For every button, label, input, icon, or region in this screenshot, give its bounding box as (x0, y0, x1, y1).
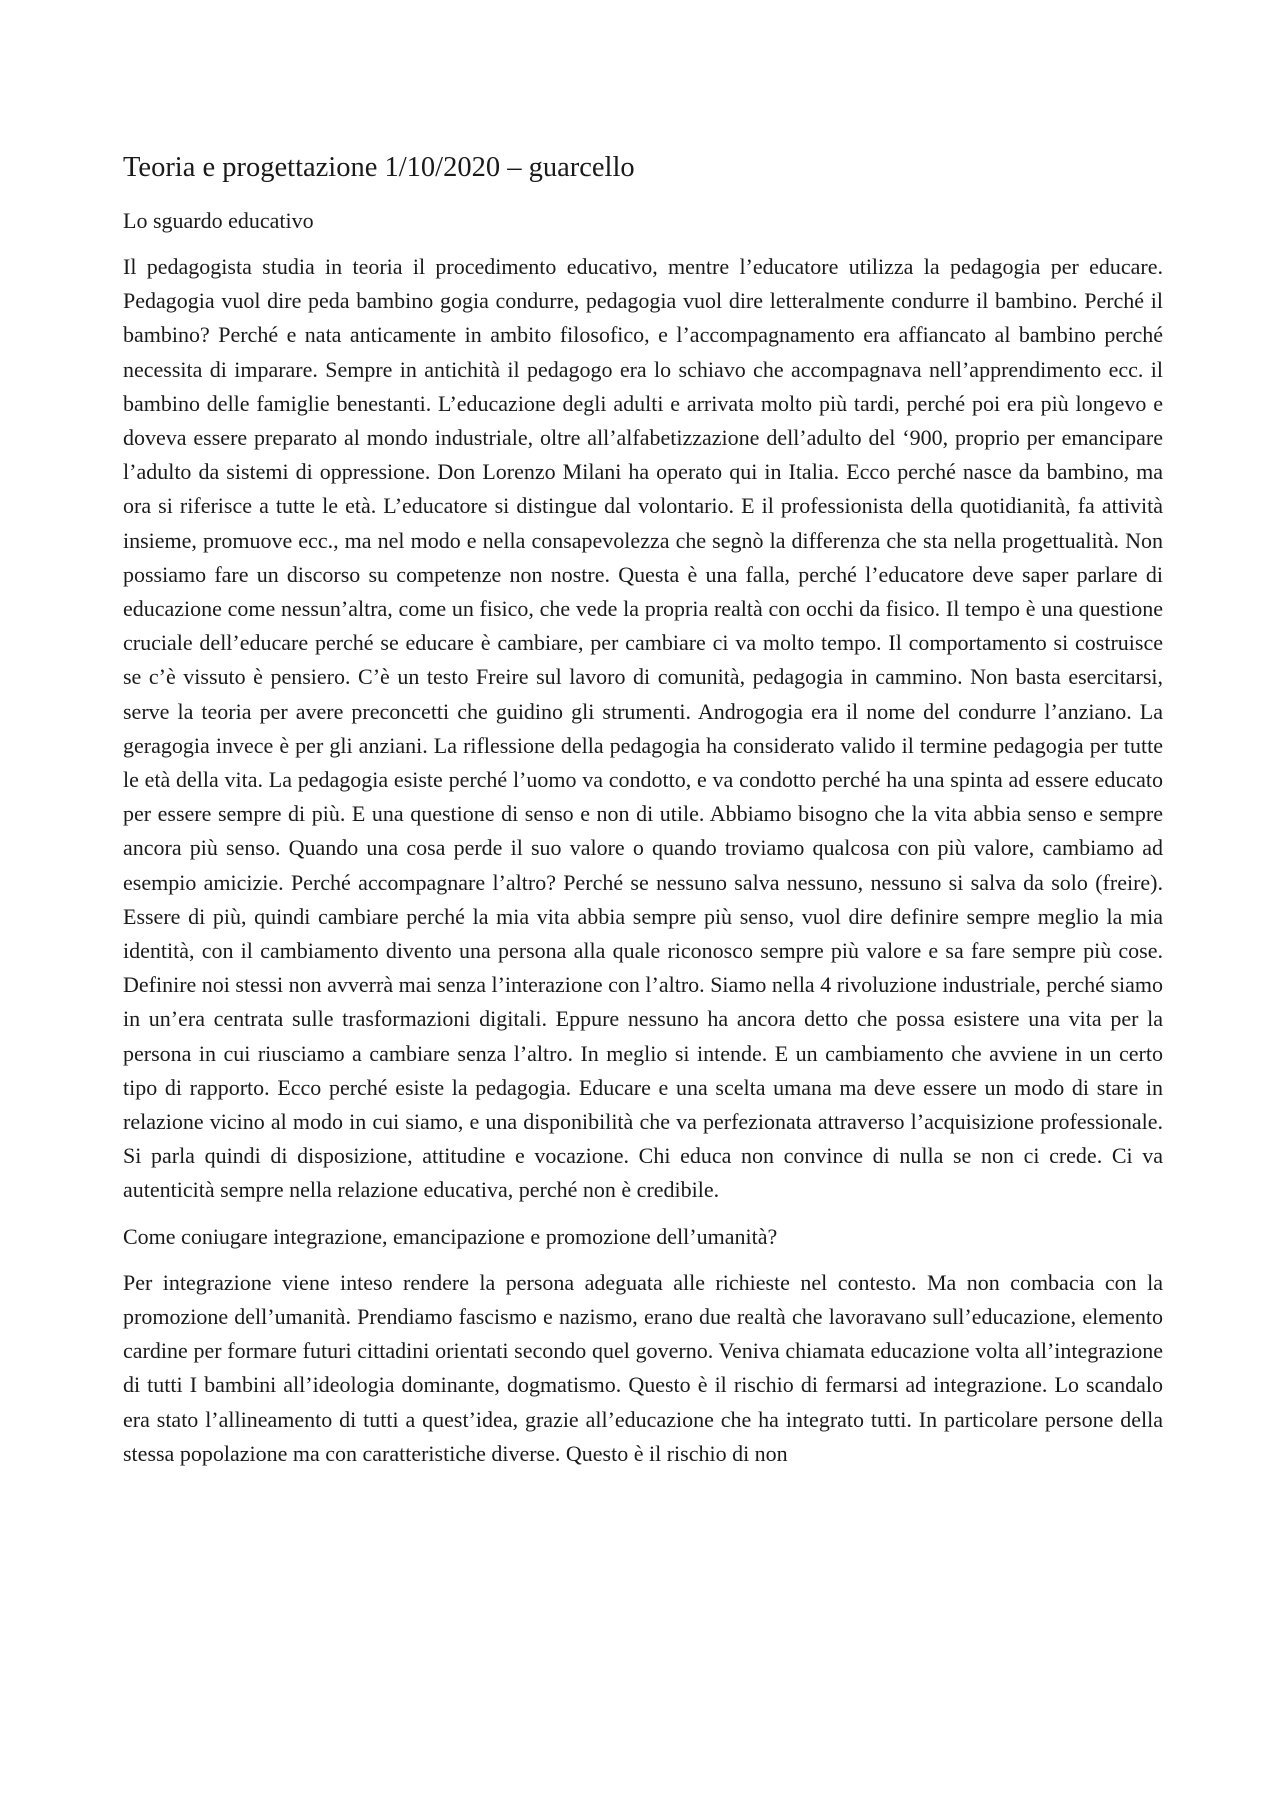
body-paragraph-2: Per integrazione viene inteso rendere la persona adeguata alle richieste nel contesto. Ma non combacia con la promozione dell’umanità. Prendiamo fascismo e nazismo, erano due realtà che lavoravano sull’educazione, elemento cardine per formare futuri cittadini orientati secondo quel governo. Veniva chiamata educazione volta all’integrazione di tutti I bambini all’ideologia dominante, dogmatismo. Questo è il rischio di fermarsi ad integrazione. Lo scandalo era stato l’allineamento di tutti a quest’idea, grazie all’educazione che ha integrato tutti. In particolare persone della stessa popolazione ma con caratteristiche diverse. Questo è il rischio di non (123, 1269, 1163, 1466)
document-title: Teoria e progettazione 1/10/2020 – guarcello (123, 152, 635, 183)
document-page (123, 150, 1163, 1471)
section-subtitle: Lo sguardo educativo (123, 208, 314, 233)
body-paragraph-1: Il pedagogista studia in teoria il procedimento educativo, mentre l’educatore utilizza la pedagogia per educare. Pedagogia vuol dire peda bambino gogia condurre, pedagogia vuol dire letteralmente condurre il bambino. Perché il bambino? Perché e nata anticamente in ambito filosofico, e l’accompagnamento era affiancato al bambino perché necessita di imparare. Sempre in antichità il pedagogo era lo schiavo che accompagnava nell’apprendimento ecc. il bambino delle famiglie benestanti. L’educazione degli adulti e arrivata molto più tardi, perché poi era più longevo e doveva essere preparato al mondo industriale, oltre all’alfabetizzazione dell’adulto del ‘900, proprio per emancipare l’adulto da sistemi di oppressione. Don Lorenzo Milani ha operato qui in Italia. Ecco perché nasce da bambino, ma ora si riferisce a tutte le età. L’educatore si distingue dal volontario. E il professionista della quotidianità, fa attività insieme, promuove ecc., ma nel modo e nella consapevolezza che segnò la differenza che sta nella progettualità. Non possiamo fare un discorso su competenze non nostre. Questa è una falla, perché l’educatore deve saper parlare di educazione come nessun’altra, come un fisico, che vede la propria realtà con occhi da fisico. Il tempo è una questione cruciale dell’educare perché se educare è cambiare, per cambiare ci va molto tempo. Il comportamento si costruisce se c’è vissuto è pensiero. C’è un testo Freire sul lavoro di comunità, pedagogia in cammino. Non basta esercitarsi, serve la teoria per avere preconcetti che guidino gli strumenti. Androgogia era il nome del condurre l’anziano. La geragogia invece è per gli anziani. La riflessione della pedagogia ha considerato valido il termine pedagogia per tutte le età della vita. La pedagogia esiste perché l’uomo va condotto, e va condotto perché ha una spinta ad essere educato per essere sempre di più. E una questione di senso e non di utile. Abbiamo bisogno che la vita abbia senso e sempre ancora più senso. Quando una cosa perde il suo valore o quando troviamo qualcosa con più valore, cambiamo ad esempio amicizie. Perché accompagnare l’altro? Perché se nessuno salva nessuno, nessuno si salva da solo (freire). Essere di più, quindi cambiare perché la mia vita abbia sempre più senso, vuol dire definire sempre meglio la mia identità, con il cambiamento divento una persona alla quale riconosco sempre più valore e sa fare sempre più cose. Definire noi stessi non avverrà mai senza l’interazione con l’altro. Siamo nella 4 rivoluzione industriale, perché siamo in un’era centrata sulle trasformazioni digitali. Eppure nessuno ha ancora detto che possa esistere una vita per la persona in cui riusciamo a cambiare senza l’altro. In meglio si intende. E un cambiamento che avviene in un certo tipo di rapporto. Ecco perché esiste la pedagogia. Educare e una scelta umana ma deve essere un modo di stare in relazione vicino al modo in cui siamo, e una disponibilità che va perfezionata attraverso l’acquisizione professionale. Si parla quindi di disposizione, attitudine e vocazione. Chi educa non convince di nulla se non ci crede. Ci va autenticità sempre nella relazione educativa, perché non è credibile. (123, 254, 1163, 1203)
section-question: Come coniugare integrazione, emancipazione e promozione dell’umanità? (123, 1223, 778, 1249)
